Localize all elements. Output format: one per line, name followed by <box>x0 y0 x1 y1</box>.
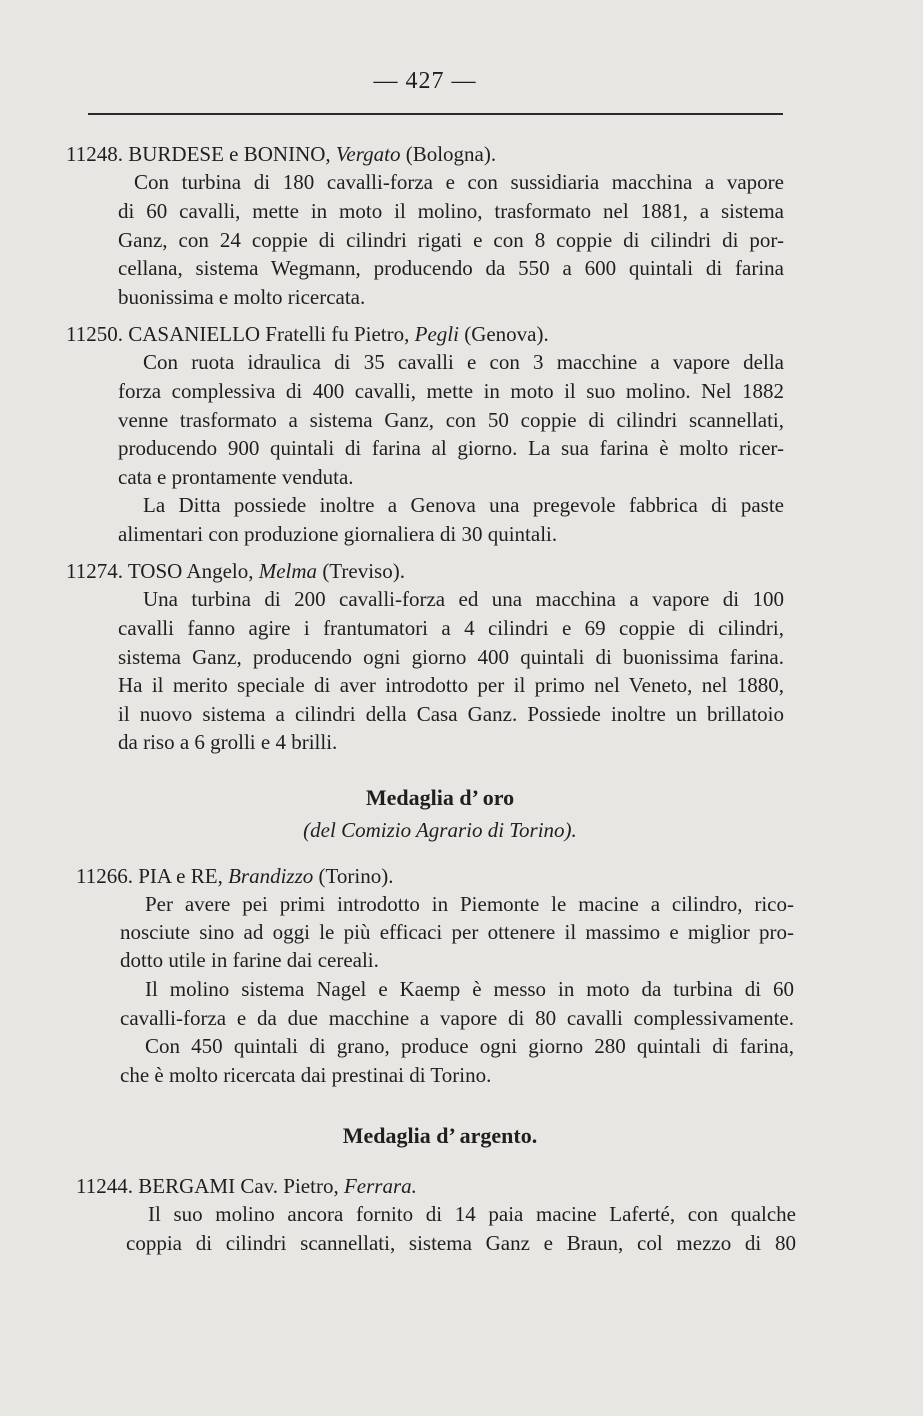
entry-number: 11250. <box>66 322 123 346</box>
text-line: Ganz, con 24 coppie di cilindri rigati e con 8 coppie di cilindri di por- <box>118 228 784 252</box>
text-line: dotto utile in farine dai cereali. <box>120 948 379 972</box>
text-line: producendo 900 quintali di farina al giorno. La sua farina è molto ricer- <box>118 436 784 460</box>
text-line: Con turbina di 180 cavalli-forza e con sussidiaria macchina a vapore <box>134 170 784 194</box>
entry-name: PIA e RE, <box>138 864 223 888</box>
entry-number: 11244. <box>76 1174 133 1198</box>
text-line: cata e prontamente venduta. <box>118 465 354 489</box>
section-title-gold: Medaglia d’ oro <box>365 785 515 810</box>
entry-heading <box>76 1172 417 1200</box>
text-line: Il suo molino ancora fornito di 14 paia macine Laferté, con qualche <box>148 1202 796 1226</box>
entry-name: BERGAMI Cav. Pietro, <box>138 1174 339 1198</box>
text-line: sistema Ganz, producendo ogni giorno 400 quintali di buonissima farina. <box>118 645 784 669</box>
header-rule <box>88 113 783 115</box>
entry-name: TOSO Angelo, <box>127 559 254 583</box>
entry-heading <box>66 557 405 585</box>
text-line: Una turbina di 200 cavalli-forza ed una macchina a vapore di 100 <box>143 587 784 611</box>
text-line: Il molino sistema Nagel e Kaemp è messo in moto da turbina di 60 <box>145 977 794 1001</box>
entry-region: (Torino). <box>318 864 394 888</box>
entry-place: Brandizzo <box>228 864 314 888</box>
entry-region: (Treviso). <box>322 559 405 583</box>
text-line: Con ruota idraulica di 35 cavalli e con 3 macchine a vapore della <box>143 350 784 374</box>
text-line: La Ditta possiede inoltre a Genova una pregevole fabbrica di paste <box>143 493 784 517</box>
text-line: da riso a 6 grolli e 4 brilli. <box>118 730 338 754</box>
text-line: il nuovo sistema a cilindri della Casa Ganz. Possiede inoltre un brillatoio <box>118 702 784 726</box>
text-line: nosciute sino ad oggi le più efficaci per ottenere il massimo e miglior pro- <box>120 920 794 944</box>
text-line: forza complessiva di 400 cavalli, mette in moto il suo molino. Nel 1882 <box>118 379 784 403</box>
entry-name: BURDESE e BONINO, <box>128 142 331 166</box>
entry-heading <box>76 862 393 890</box>
entry-heading <box>66 140 496 168</box>
text-line: di 60 cavalli, mette in moto il molino, trasformato nel 1881, a sistema <box>118 199 784 223</box>
text-line: cavalli-forza e da due macchine a vapore di 80 cavalli complessivamente. <box>120 1006 794 1030</box>
entry-place: Ferrara. <box>343 1174 417 1198</box>
text-line: coppia di cilindri scannellati, sistema Ganz e Braun, col mezzo di 80 <box>126 1231 796 1255</box>
entry-place: Melma <box>258 559 318 583</box>
text-line: Ha il merito speciale di aver introdotto per il primo nel Veneto, nel 1880, <box>118 673 784 697</box>
text-line: Per avere pei primi introdotto in Piemonte le macine a cilindro, rico- <box>145 892 794 916</box>
section-subtitle-gold: (del Comizio Agrario di Torino). <box>303 818 577 842</box>
entry-number: 11266. <box>76 864 133 888</box>
text-line: buonissima e molto ricercata. <box>118 285 366 309</box>
text-line: venne trasformato a sistema Ganz, con 50 coppie di cilindri scannellati, <box>118 408 784 432</box>
page-number: — 427 — <box>373 68 477 94</box>
text-line: cavalli fanno agire i frantumatori a 4 cilindri e 69 coppie di cilindri, <box>118 616 784 640</box>
section-title-silver: Medaglia d’ argento. <box>342 1123 538 1148</box>
text-line: Con 450 quintali di grano, produce ogni giorno 280 quintali di farina, <box>145 1034 794 1058</box>
entry-place: Pegli <box>414 322 459 346</box>
entry-number: 11274. <box>66 559 123 583</box>
entry-place: Vergato <box>335 142 401 166</box>
entry-name: CASANIELLO Fratelli fu Pietro, <box>128 322 410 346</box>
entry-heading <box>66 320 549 348</box>
text-line: alimentari con produzione giornaliera di 30 quintali. <box>118 522 558 546</box>
entry-region: (Bologna). <box>405 142 497 166</box>
text-line: che è molto ricercata dai prestinai di Torino. <box>120 1063 492 1087</box>
text-line: cellana, sistema Wegmann, producendo da 550 a 600 quintali di farina <box>118 256 784 280</box>
entry-number: 11248. <box>66 142 123 166</box>
entry-region: (Genova). <box>464 322 549 346</box>
